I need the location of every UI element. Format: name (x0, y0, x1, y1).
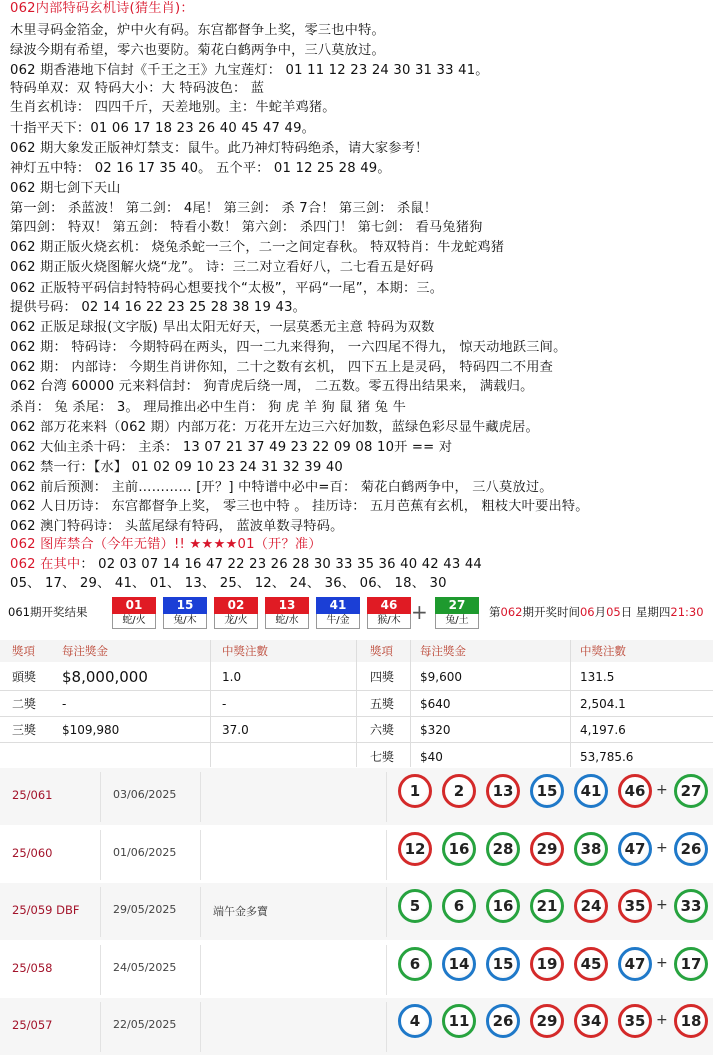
ball: 29 (530, 832, 564, 866)
ball: 13 (486, 774, 520, 808)
prize-amount: - (62, 697, 67, 711)
poem-line: 062 期七剑下天山 (10, 181, 121, 196)
prize-count: 131.5 (580, 670, 615, 684)
prize-row (360, 664, 713, 690)
prize-name: 三獎 (12, 723, 37, 737)
column-divider (200, 945, 201, 995)
result-zodiac: 牛/金 (316, 614, 360, 629)
result-label: 061期开奖结果 (8, 605, 88, 619)
poem-line: 提供号码： 02 14 16 22 23 25 28 38 19 43。 (10, 300, 307, 315)
result-cell (367, 597, 411, 629)
poem-line: 062 图库禁合（今年无错）!! ★★★★01（开？准） (10, 537, 322, 552)
result-cell (265, 597, 309, 629)
column-divider (386, 830, 387, 880)
ball: 6 (442, 889, 476, 923)
ball: 5 (398, 889, 432, 923)
result-number: 02 (214, 597, 258, 614)
special-ball: 33 (674, 889, 708, 923)
prize-name: 七獎 (370, 750, 395, 764)
ball: 45 (574, 947, 608, 981)
result-cell (112, 597, 156, 629)
column-divider (386, 887, 387, 937)
poem-line: 062内部特码玄机诗(猜生肖)： (10, 1, 194, 16)
prize-count: 37.0 (222, 723, 249, 737)
special-ball: 18 (674, 1004, 708, 1038)
prize-count: 2,504.1 (580, 697, 626, 711)
poem-line: 062 期： 特码诗： 今期特码在两头，四一二九来得狗， 一六四尾不得九， 惊天动地跃三间。 (10, 340, 567, 355)
draw-date: 01/06/2025 (113, 845, 177, 859)
result-special-cell (435, 597, 479, 629)
prize-column-divider (210, 640, 211, 767)
draw-note: 端午金多寶 (213, 905, 268, 918)
result-number: 27 (435, 597, 479, 614)
prize-column-divider (570, 640, 571, 767)
plus-icon: + (656, 839, 668, 856)
draw-row[interactable] (0, 998, 713, 1055)
prize-header-amount: 每注獎金 (62, 644, 108, 658)
result-zodiac: 龙/火 (214, 614, 258, 629)
plus-icon: + (656, 782, 668, 798)
prize-name: 頭獎 (12, 670, 37, 684)
ball: 19 (530, 947, 564, 981)
result-number: 41 (316, 597, 360, 614)
special-ball: 17 (674, 947, 708, 981)
poem-line: 第四剑： 特双！ 第五剑： 特看小数！ 第六剑： 杀四门！ 第七剑： 看马兔猪狗 (10, 220, 483, 235)
ball: 2 (442, 774, 476, 808)
poem-line: 062 在其中： 02 03 07 14 16 47 22 23 26 28 30 33 35 36 40 42 43 44 (10, 557, 483, 572)
column-divider (100, 830, 101, 880)
special-ball: 26 (674, 832, 708, 866)
column-divider (100, 945, 101, 995)
poem-line: 062 正版特平码信封特特码心想要找个“太极”，平码“一尾”，本期：三。 (10, 281, 444, 296)
prize-header-count-right: 中獎注數 (580, 644, 626, 658)
ball: 35 (618, 1004, 652, 1038)
poem-line: 062 禁一行：【水】 01 02 09 10 23 24 31 32 39 40 (10, 460, 343, 475)
draw-row[interactable] (0, 768, 713, 825)
prize-row (0, 717, 356, 743)
poem-line: 062 正版足球报(文字版) 旱出太阳无好天，一层莫悉无主意 特码为双数 (10, 320, 435, 335)
result-number: 01 (112, 597, 156, 614)
prize-name: 四獎 (370, 670, 395, 684)
result-zodiac: 蛇/火 (112, 614, 156, 629)
prize-count: 1.0 (222, 670, 242, 684)
prize-count: 53,785.6 (580, 750, 634, 764)
result-bar (0, 594, 713, 632)
draw-date: 22/05/2025 (113, 1018, 177, 1031)
result-cell (163, 597, 207, 629)
column-divider (386, 772, 387, 822)
ball: 34 (574, 1004, 608, 1038)
ball: 38 (574, 832, 608, 866)
column-divider (200, 830, 201, 880)
special-ball: 27 (674, 774, 708, 808)
ball: 4 (398, 1004, 432, 1038)
poem-line: 062 部万花来料（062 期）内部万花：万花开左边三六好加数，蓝绿色彩尽显牛藏虎居。 (10, 420, 539, 435)
draw-date: 29/05/2025 (113, 903, 177, 916)
prize-row (360, 691, 713, 717)
prize-row (360, 744, 713, 770)
draw-id[interactable]: 25/057 (12, 1018, 53, 1032)
plus-icon: + (411, 600, 428, 624)
column-divider (100, 887, 101, 937)
ball: 47 (618, 832, 652, 866)
ball: 47 (618, 947, 652, 981)
poem-line: 绿波今期有希望，零六也要防。菊花白鹤两争中，三八莫放过。 (10, 43, 385, 58)
prize-count: - (222, 697, 227, 711)
ball: 1 (398, 774, 432, 808)
poem-line: 062 期正版火烧图解火烧“龙”。 诗：三二对立看好八，二七看五是好码 (10, 260, 434, 275)
draw-id[interactable]: 25/060 (12, 845, 53, 860)
result-number: 46 (367, 597, 411, 614)
prize-amount: $8,000,000 (62, 668, 148, 686)
poem-line: 神灯五中特： 02 16 17 35 40。 五个平： 01 12 25 28 49。 (10, 161, 391, 176)
prize-row (0, 691, 356, 717)
poem-line: 十指平天下：01 06 17 18 23 26 40 45 47 49。 (10, 121, 316, 136)
prize-row (0, 664, 356, 690)
draw-row[interactable] (0, 826, 713, 883)
prize-table (0, 640, 713, 767)
plus-icon: + (656, 954, 668, 971)
ball: 11 (442, 1004, 476, 1038)
ball: 16 (486, 889, 520, 923)
prize-header-count: 中獎注數 (222, 644, 268, 658)
draw-row[interactable] (0, 941, 713, 998)
column-divider (200, 772, 201, 822)
prize-column-divider (410, 640, 411, 767)
prize-count: 4,197.6 (580, 723, 626, 737)
prize-column-divider (356, 640, 357, 767)
ball: 12 (398, 832, 432, 866)
ball: 15 (486, 947, 520, 981)
draw-id[interactable]: 25/058 (12, 960, 53, 975)
poem-line: 062 澳门特码诗： 头蓝尾绿有特码， 蓝波单数寻特码。 (10, 519, 344, 534)
prize-name: 六獎 (370, 723, 395, 737)
result-cell (316, 597, 360, 629)
draw-date: 24/05/2025 (113, 960, 177, 974)
prize-amount: $9,600 (420, 670, 462, 684)
prize-name: 二獎 (12, 697, 37, 711)
result-zodiac: 兔/土 (435, 614, 479, 629)
plus-icon: + (656, 897, 668, 913)
column-divider (100, 772, 101, 822)
ball: 6 (398, 947, 432, 981)
poem-line: 木里寻码金箔金，炉中火有码。东宫都督争上奖，零三也中特。 (10, 23, 385, 38)
poem-line: 05、 17、 29、 41、 01、 13、 25、 12、 24、 36、 06、 18、 30 (10, 576, 447, 591)
column-divider (200, 1002, 201, 1052)
ball: 26 (486, 1004, 520, 1038)
result-number: 15 (163, 597, 207, 614)
ball: 15 (530, 774, 564, 808)
result-cell (214, 597, 258, 629)
poem-line: 特码单双：双 特码大小：大 特码波色： 蓝 (10, 81, 265, 96)
result-zodiac: 兔/木 (163, 614, 207, 629)
prize-amount: $320 (420, 723, 451, 737)
prize-name: 五獎 (370, 697, 395, 711)
next-draw-info: 第062期开奖时间06月05日 星期四21:30 (489, 605, 704, 619)
column-divider (200, 887, 201, 937)
plus-icon: + (656, 1012, 668, 1028)
draw-id[interactable]: 25/059 DBF (12, 903, 80, 917)
prize-amount: $109,980 (62, 723, 120, 737)
prize-amount: $640 (420, 697, 451, 711)
prize-header-name: 獎項 (12, 644, 35, 658)
ball: 29 (530, 1004, 564, 1038)
poem-line: 生肖玄机诗： 四四千斤，天差地别。主：牛蛇羊鸡猪。 (10, 100, 336, 115)
result-zodiac: 猴/木 (367, 614, 411, 629)
ball: 46 (618, 774, 652, 808)
prize-amount: $40 (420, 750, 443, 764)
ball: 41 (574, 774, 608, 808)
draw-row[interactable] (0, 883, 713, 940)
prize-header-amount-right: 每注獎金 (420, 644, 466, 658)
ball: 14 (442, 947, 476, 981)
poem-line: 第一剑： 杀蓝波！ 第二剑： 4尾！ 第三剑： 杀 7合！ 第三剑： 杀鼠！ (10, 201, 438, 216)
draw-date: 03/06/2025 (113, 788, 177, 801)
poem-line: 杀肖： 兔 杀尾： 3。 理局推出必中生肖： 狗 虎 羊 狗 鼠 猪 兔 牛 (10, 400, 406, 415)
result-zodiac: 蛇/水 (265, 614, 309, 629)
poem-line: 062 期正版火烧玄机： 烧兔杀蛇一三个，二一之间定春秋。 特双特肖：牛龙蛇鸡猪 (10, 240, 505, 255)
poem-line: 062 前后预测： 主前………… [开？] 中特谱中必中=百： 菊花白鹤两争中， 三八莫放过。 (10, 480, 553, 495)
ball: 16 (442, 832, 476, 866)
poem-line: 062 期香港地下信封《千王之王》九宝莲灯： 01 11 12 23 24 30 31 33 41。 (10, 63, 489, 78)
ball: 28 (486, 832, 520, 866)
poem-line: 062 期大象发正版神灯禁支：鼠牛。此乃神灯特码绝杀，请大家参考！ (10, 141, 429, 156)
prize-header-name-right: 獎項 (370, 644, 393, 658)
poem-line: 062 期： 内部诗： 今期生肖讲你知，二十之数有玄机， 四下五上是灵码， 特码四二不用查 (10, 360, 554, 375)
ball: 24 (574, 889, 608, 923)
result-number: 13 (265, 597, 309, 614)
draw-id[interactable]: 25/061 (12, 788, 53, 802)
poem-line: 062 台湾 60000 元来料信封： 狗青虎后绕一周， 二五数。零五得出结果来， 满载归。 (10, 379, 534, 394)
column-divider (386, 945, 387, 995)
prize-row (360, 717, 713, 743)
poem-line: 062 人日历诗： 东宫都督争上奖， 零三也中特 。 挂历诗： 五月芭蕉有玄机， 粗枝大叶要出特。 (10, 499, 589, 514)
ball: 21 (530, 889, 564, 923)
poem-line: 062 大仙主杀十码： 主杀： 13 07 21 37 49 23 22 09 08 10开 == 对 (10, 440, 453, 455)
column-divider (100, 1002, 101, 1052)
ball: 35 (618, 889, 652, 923)
column-divider (386, 1002, 387, 1052)
